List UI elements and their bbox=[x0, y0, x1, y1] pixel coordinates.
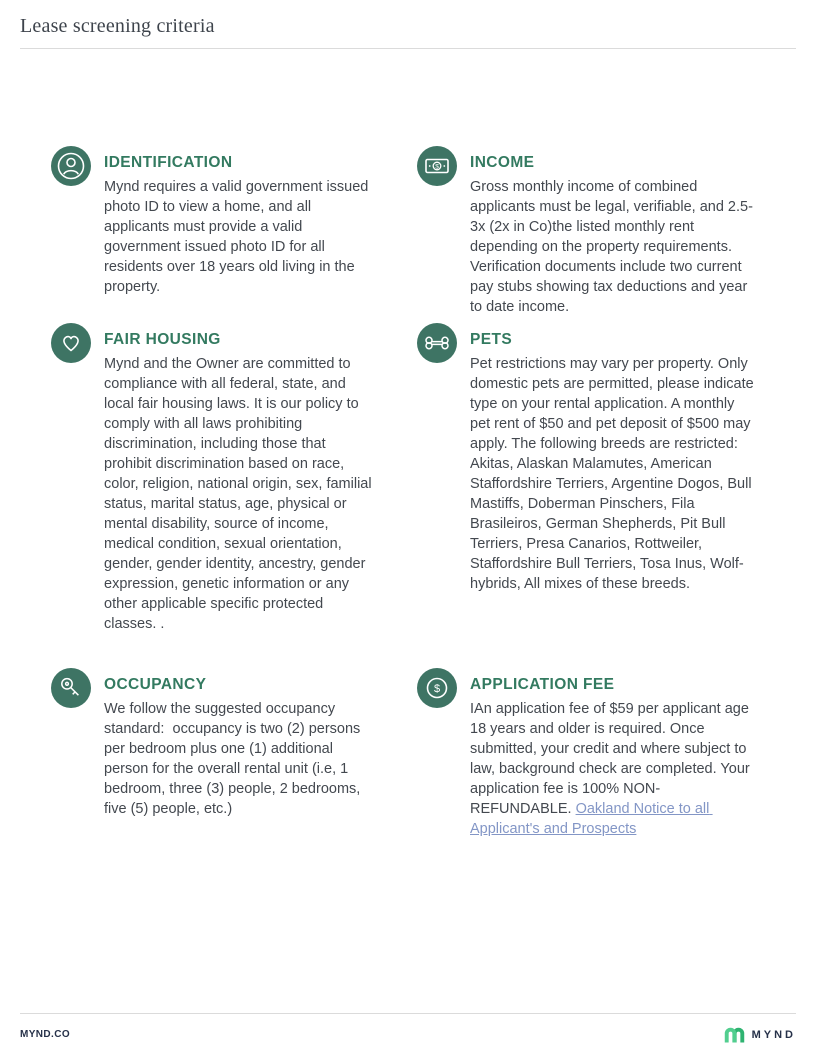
section-text bbox=[470, 323, 757, 594]
person-icon bbox=[51, 146, 91, 186]
section-heading: APPLICATION FEE bbox=[470, 676, 615, 693]
section-heading: IDENTIFICATION bbox=[104, 154, 233, 171]
svg-text:$: $ bbox=[433, 683, 441, 695]
section-body: Mynd requires a valid government issued photo ID to view a home, and all applicants must provide a valid government issued photo ID for all residents over 18 years old living in the property. bbox=[104, 179, 373, 295]
section-heading: FAIR HOUSING bbox=[104, 331, 221, 348]
criteria-grid bbox=[0, 146, 816, 839]
page-header bbox=[0, 0, 816, 49]
footer-content bbox=[0, 1014, 816, 1046]
header-divider bbox=[20, 48, 796, 49]
section-body: We follow the suggested occupancy standard: occupancy is two (2) persons per bedroom plus one (1) additional person for the overall rental unit (i.e, 1 bedroom, three (3) people, 2 bedrooms, five (5) people, etc.) bbox=[104, 701, 365, 817]
section-application-fee bbox=[417, 668, 757, 839]
section-pets bbox=[417, 323, 757, 668]
mynd-logo-icon bbox=[723, 1023, 746, 1046]
section-body: Gross monthly income of combined applicants must be legal, verifiable, and 2.5-3x (2x in Co)the listed monthly rent depending on the property requirements. Verification documents include two current pay stubs showing tax deductions and year to date income. bbox=[470, 179, 753, 315]
bone-icon bbox=[417, 323, 457, 363]
mynd-logo bbox=[723, 1023, 796, 1046]
oakland-notice-link[interactable]: Oakland Notice to all Applicant's and Prospects bbox=[470, 801, 713, 837]
section-text bbox=[470, 668, 757, 839]
section-body: Mynd and the Owner are committed to compliance with all federal, state, and local fair housing laws. It is our policy to comply with all laws prohibiting discrimination, including those that prohibit discrimination based on race, color, religion, national origin, sex, familial status, marital status, age, physical or mental disability, source of income, medical condition, sexual orientation, gender, gender identity, ancestry, gender expression, genetic information or any other applicable specific protected classes. . bbox=[104, 356, 376, 632]
section-text bbox=[104, 668, 376, 819]
heart-icon bbox=[51, 323, 91, 363]
section-text bbox=[104, 323, 376, 634]
section-heading: INCOME bbox=[470, 154, 535, 171]
section-text bbox=[470, 146, 757, 317]
mynd-logo-text: MYND bbox=[751, 1028, 796, 1041]
section-fair-housing bbox=[51, 323, 376, 668]
banknote-icon bbox=[417, 146, 457, 186]
page-footer bbox=[0, 1013, 816, 1056]
application-fee-text: IAn application fee of $59 per applicant age 18 years and older is required. Once submitted, your credit and where subject to law, background check are completed. Your application fee is 100% NON-REFUNDABLE. bbox=[470, 701, 754, 817]
section-income bbox=[417, 146, 757, 323]
section-identification bbox=[51, 146, 376, 323]
section-heading: PETS bbox=[470, 331, 513, 348]
svg-text:$: $ bbox=[435, 163, 439, 171]
section-heading: OCCUPANCY bbox=[104, 676, 207, 693]
footer-site-url: MYND.CO bbox=[20, 1029, 71, 1040]
key-icon bbox=[51, 668, 91, 708]
section-body: Pet restrictions may vary per property. Only domestic pets are permitted, please indicate type on your rental application. A monthly pet rent of $50 and pet deposit of $500 may apply. The following breeds are restricted: Akitas, Alaskan Malamutes, American Staffordshire Terriers, Argentine Dogos, Bull Mastiffs, Doberman Pinschers, Fila Brasileiros, German Shepherds, Pit Bull Terriers, Presa Canarios, Rottweiler, Staffordshire Bull Terriers, Tosa Inus, Wolf-hybrids, All mixes of these breeds. bbox=[470, 356, 758, 592]
page-title: Lease screening criteria bbox=[20, 15, 215, 37]
section-occupancy bbox=[51, 668, 376, 839]
section-body bbox=[470, 699, 757, 839]
section-text bbox=[104, 146, 376, 297]
dollar-circle-icon bbox=[417, 668, 457, 708]
